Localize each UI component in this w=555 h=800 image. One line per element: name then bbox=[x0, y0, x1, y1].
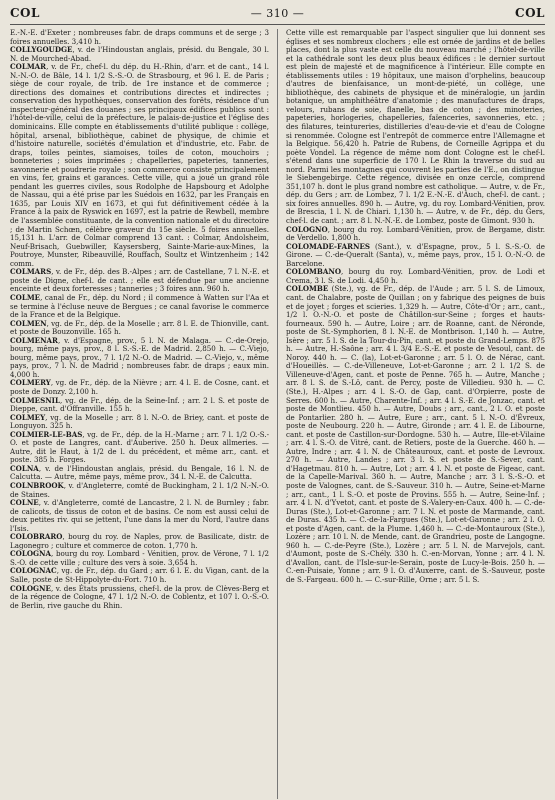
dictionary-entry bbox=[10, 533, 269, 550]
dictionary-entry bbox=[10, 499, 269, 533]
entry-text: , vg. de Fr., dép. du Gard ; arr. 6 l. E. du Vigan, cant. de la Salle, poste de St-Hippolyte-du-Fort. 710 h. bbox=[10, 566, 269, 584]
right-column bbox=[286, 29, 545, 799]
entry-text: , vg. de la Moselle ; arr. 8 l. N.-O. de Briey, cant. et poste de Longuyon. 325 h. bbox=[10, 412, 269, 431]
entry-text: (Ste.), vg. de Fr., dép. de l'Aude ; arr. 5 l. S. de Limoux, cant. de Chalabre, poste de Quillan ; on y fabrique des peignes de buis et de joyet ; forges et scieries. 1,329 h. — Autre, Côte-d'Or ; arr., cant., 1/2 l. O.-N.-O. et poste de Châtillon-sur-Seine ; forges et hauts-fourneaux. 590 h. — Autre, Loire ; arr. de Roanne, cant. de Néronde, poste de St.-Symphorien, 8 l. N.-E. de Montbrison. 1,140 h. — Autre, Isère ; arr. 5 l. S. de la Tour-du-Pin, cant. et poste du Grand-Lemps. 875 h. — Autre, H.-Saône ; arr. 4 l. 3/4 E.-S.-E. et poste de Vesoul, cant. de Noroy. 440 h. — C. (la), Lot-et-Garonne ; arr. 5 l. O. de Nérac, cant. d'Houeillès. — C.-de-Villeneuve, Lot-et-Garonne ; arr. 2 l. 1/2 S. de Villeneuve-d'Agen, cant. et poste de Penne. 765 h. — Autre, Manche ; arr. 8 l. S. de S.-Lô, cant. de Percy, poste de Villedieu. 930 h. — C. (Ste.), H.-Alpes ; arr. 4 l. S.-O. de Gap, cant. d'Orpierre, poste de Serres. 600 h. — Autre, Charente-Inf. ; arr. 4 l. S.-E. de Jonzac, cant. et poste de Montlieu. 450 h. — Autre, Doubs ; arr., cant., 2 l. O. et poste de Pontarlier. 280 h. — Autre, Eure ; arr., cant. 5 l. N.-O. d'Évreux, poste de Neubourg. 220 h. — Autre, Gironde ; arr. 4 l. E. de Libourne, cant. et poste de Castillon-sur-Dordogne. 530 h. — Autre, Ille-et-Vilaine ; arr. 4 l. S.-O. de Vitré, cant. de Retiers, poste de la Guerche. 460 h. — Autre, Indre ; arr. 4 l. N. de Châteauroux, cant. et poste de Levroux. 270 h. — Autre, Landes ; arr. 3 l. S. et poste de S.-Sever, cant. d'Hagetmau. 810 h. — Autre, Lot ; arr. 4 l. N. et poste de Figeac, cant. de la Capelle-Marival. 360 h. — Autre, Manche ; arr. 3 l. S.-S.-O. et poste de Valognes, cant. de S.-Sauveur. 310 h. — Autre, Seine-et-Marne ; arr., cant., 1 l. S.-O. et poste de Provins. 555 h. — Autre, Seine-Inf. ; arr. 4 l. N. d'Yvetot, cant. et poste de S.-Valery-en-Caux. 400 h. — C.-de-Duras (Ste.), Lot-et-Garonne ; arr. 7 l. N. et poste de Marmande, cant. de Duras. 435 h. — C.-de-la-Fargues (Ste.), Lot-et-Garonne ; arr. 2 l. O. et poste d'Agen, cant. de la Plume. 1,460 h. — C.-de-Montauroux (Ste.), Lozère ; arr. 10 l. N. de Mende, cant. de Grandrieu, poste de Langogne. 960 h. — C.-de-Peyre (Ste.), Lozère ; arr. 5 l. N. de Marvejols, cant. d'Aumont, poste de S.-Chély. 330 h. C.-en-Morvan, Yonne ; arr. 4 l. N. d'Avallon, cant. de l'Isle-sur-le-Serain, poste de Lucy-le-Bois. 250 h. — C.-en-Puisaie, Yonne ; arr. 9 l. O. d'Auxerre, cant. de S.-Sauveur, poste de S.-Fargeau. 600 h. — C.-sur-Rille, Orne ; arr. 5 l. S. bbox=[286, 284, 545, 584]
dictionary-entry bbox=[10, 320, 269, 337]
entry-headword: COLOGNAC bbox=[10, 566, 57, 576]
entry-headword: COLOMADE-FARNES bbox=[286, 241, 371, 251]
header-right-word: COL bbox=[515, 6, 545, 20]
dictionary-entry bbox=[10, 414, 269, 431]
dictionary-entry bbox=[10, 465, 269, 482]
dictionary-entry bbox=[10, 585, 269, 611]
entry-headword: COLOMBE bbox=[286, 284, 329, 294]
entry-text: E.-N.-E. d'Exeter ; nombreuses fabr. de draps communs et de serge ; 3 foires annuelles. 3,410 h. bbox=[10, 29, 269, 46]
entry-text: , v. des États prussiens, chef-l. de la prov. de Clèves-Berg et de la régence de Cologne, 47 l. 1/2 N.-O. de Coblentz, et 107 l. O.-S.-O. de Berlin, rive gauche du Rhin. bbox=[10, 583, 269, 610]
entry-text: , bourg du roy. de Naples, prov. de Basilicate, distr. de Lagonegro ; culture et commerce de coton. 1,770 h. bbox=[10, 532, 269, 550]
dictionary-entry bbox=[286, 226, 545, 243]
entry-headword: COLMIER-LE-BAS bbox=[10, 429, 83, 439]
entry-headword: COLOMBANO bbox=[286, 267, 342, 277]
entry-text: , bourg du roy. Lombard - Vénitien, prov. de Vérone, 7 l. 1/2 S.-O. de cette ville ; culture des vers à soie. 3,654 h. bbox=[10, 549, 269, 567]
entry-text: , vg. de Fr., dép. de la Nièvre ; arr. 4 l. E. de Cosne, cant. et poste de Donzy. 2,100 h. bbox=[10, 378, 269, 396]
entry-headword: COLOGNA bbox=[10, 549, 52, 559]
entry-headword: COLMARS bbox=[10, 267, 52, 277]
entry-headword: COLMEY bbox=[10, 412, 46, 422]
dictionary-entry bbox=[10, 46, 269, 63]
dictionary-entry bbox=[286, 268, 545, 285]
entry-headword: COLOBRARO bbox=[10, 532, 63, 542]
entry-headword: COLNA bbox=[10, 463, 39, 473]
entry-headword: COLOGNO bbox=[286, 224, 328, 234]
entry-text: , v. d'Espagne, prov., 5 l. N. de Malaga. — C.-de-Orejo, bourg, même pays, prov., 8 l. S.-S.-E. de Madrid. 2,850 h. — C.-Viejo, bourg, même pays, prov., 7 l. 1/2 N.-O. de Madrid. — C.-Viejo, v., même pays, prov., 7 l. N. de Madrid ; nombreuses fabr. de draps ; eaux min. 4,000 h. bbox=[10, 335, 269, 379]
dictionary-entry bbox=[10, 550, 269, 567]
entry-text: (Sant.), v. d'Espagne, prov., 5 l. S.-S.-O. de Girone. — C.-de-Queralt (Santa), v., même pays, prov., 15 l. O.-N.-O. de Barcelone. bbox=[286, 241, 545, 268]
entry-text: , v. de l'Hindoustan anglais, présid. du Bengale, 30 l. N. de Mourched-Abad. bbox=[10, 45, 269, 63]
entry-text: , vg. de Fr., dép. de la H.-Marne ; arr. 7 l. 1/2 O.-S.-O. et poste de Langres, cant. d'Auberive. 250 h. Deux allmeries. — Autre, dit le Haut, à 1/2 de l. du précédent, et même arr., cant. et poste. 385 h. Forges. bbox=[10, 429, 269, 465]
entry-text: Cette ville est remarquable par l'aspect singulier que lui donnent ses églises et ses nombreux clochers ; elle est ornée de jardins et de belles places, dont la plus vaste est celle du nouveau marché ; l'hôtel-de-ville et la cathédrale sont les deux plus beaux édifices : le dernier surtout est plein de majesté et de magnificence à l'intérieur. Elle compte en établissements utiles : 19 hôpitaux, une maison d'orphelins, beaucoup d'autres de bienfaisance, un mont-de-piété, un collège, une bibliothèque, des cabinets de physique et de minéralogie, un jardin botanique, un amphithéâtre d'anatomie ; des manufactures de draps, velours, rubans de soie, flanelle, bas de coton ; des minoteries, papeteries, horlogeries, chapelleries, faïenceries, savonneries, etc. ; des filatures, teintureries, distilleries d'eau-de-vie et d'eau de Cologne si renommée. Cologne est l'entrepôt de commerce entre l'Allemagne et la Belgique. 56,420 h. Patrie de Rubens, de Corneille Agrippa et du poète Vondel. La régence de même nom dont Cologne est le chef-l. s'étend dans une superficie de 170 l. Le Rhin la traverse du sud au nord. Parmi les montagnes qui couvrent les parties de l'E., on distingue le Siebengebirge. Cette régence, divisée en onze cercle, comprend 351,107 h. dont le plus grand nombre est catholique. — Autre, v. de Fr., dép. du Gers ; arr. de Lombez, 7 l. 1/2 E.-N.-E. d'Auch, chef-l. de cant. ; six foires annuelles. 890 h. — Autre, vg. du roy. Lombard-Vénitien, prov. de Brescia, 1 l. N. de Chiari. 1,130 h. — Autre, v. de Fr., dép. du Gers, chef-l. de cant. ; arr. 8 l. N.-N.-E. de Lombez, poste de Gimont. 930 h. bbox=[286, 29, 545, 226]
header-left-word: COL bbox=[10, 6, 40, 20]
dictionary-entry bbox=[10, 397, 269, 414]
entry-headword: COLMEN bbox=[10, 318, 47, 328]
dictionary-entry bbox=[10, 567, 269, 584]
entry-headword: COLLYGOUDGE bbox=[10, 45, 73, 55]
dictionary-entry bbox=[10, 29, 269, 46]
entry-text: , v. d'Angleterre, comté de Buckingham, 2 l. 1/2 N.-N.-O. de Staines. bbox=[10, 480, 269, 499]
dictionary-entry bbox=[10, 337, 269, 380]
dictionary-entry bbox=[10, 379, 269, 396]
entry-text: , v. de Fr., dép. des B.-Alpes ; arr. de Castellane, 7 l. N.-E. et poste de Digne, chef-l. de cant. ; elle est défendue par une ancienne enceinte et deux forteresses ; tanneries ; 3 foires ann. 960 h. bbox=[10, 267, 269, 294]
dictionary-entry bbox=[286, 29, 545, 226]
dictionary-entry bbox=[10, 268, 269, 294]
dictionary-entry bbox=[10, 431, 269, 465]
entry-text: , vg. de Fr., dép. de la Moselle ; arr. 8 l. E. de Thionville, cant. et poste de Bouzonville. 165 h. bbox=[10, 318, 269, 337]
page-number: — 310 — bbox=[250, 7, 305, 20]
entry-headword: COLMESNIL bbox=[10, 395, 60, 405]
dictionary-entry bbox=[286, 243, 545, 269]
entry-headword: COLNBROOK bbox=[10, 480, 64, 490]
left-column bbox=[10, 29, 269, 799]
entry-text: , canal de Fr., dép. du Nord ; il commence à Watten sur l'Aa et se termine à l'écluse neuve de Bergues ; ce canal favorise le commerce de la France et de la Belgique. bbox=[10, 292, 269, 320]
entry-text: , bourg du roy. Lombard-Vénitien, prov. de Bergame, distr. de Verdello. 1,800 h. bbox=[286, 224, 545, 243]
entry-text: , v. de l'Hindoustan anglais, présid. du Bengale, 16 l. N. de Calcutta. — Autre, même pays, même prov., 34 l. N.-E. de Calcutta. bbox=[10, 463, 269, 482]
entry-headword: COLNE bbox=[10, 498, 39, 508]
dictionary-entry bbox=[286, 285, 545, 584]
page-header bbox=[10, 6, 545, 25]
entry-headword: COLMENAR bbox=[10, 335, 58, 345]
dictionary-entry bbox=[10, 482, 269, 499]
dictionary-entry bbox=[10, 294, 269, 320]
dictionary-entry bbox=[10, 63, 269, 268]
entry-text: , vg. de Fr., dép. de la Seine-Inf. ; arr. 2 l. S. et poste de Dieppe, cant. d'Offranville. 155 h. bbox=[10, 395, 269, 414]
entry-text: , v. d'Angleterre, comté de Lancastre, 2 l. N. de Burnley ; fabr. de calicots, de tissus de coton et de basins. Ce nom est aussi celui de deux petites riv. qui se jettent, l'une dans la mer du Nord, l'autre dans l'Isis. bbox=[10, 498, 269, 533]
entry-headword: COLMERY bbox=[10, 378, 51, 388]
text-columns bbox=[10, 29, 545, 799]
entry-headword: COLME bbox=[10, 292, 41, 302]
entry-text: , v. de Fr., chef-l. du dép. du H.-Rhin, d'arr. et de cant., 14 l. N.-N.-O. de Bâle, 14 l. 1/2 S.-S.-O. de Strasbourg, et 96 l. E. de Paris ; siège de cour royale, de trib. de 1re instance et de commerce ; directions des domaines et contributions directes et indirectes ; conservation des hypothèques, conservation des forêts, résidence d'un inspecteur-général des douanes ; ses principaux édifices publics sont : l'hôtel-de-ville, celui de la préfecture, le palais-de-justice et l'église des dominicains. Elle compte en établissements d'utilité publique : collège, hôpital, arsenal, bibliothèque, cabinet de physique, de chimie et d'histoire naturelle, sociétés d'émulation et d'industrie, etc. Fabr. de draps, toiles peintes, siamoises, toiles de coton, mouchoirs ; bonneteries ; soies imprimées ; chapelleries, papeteries, tanneries, savonnerie et poudrerie royale ; son commerce consiste principalement en vins, fer, grains et garances. Cette ville, qui a joué un grand rôle pendant les guerres civiles, sous Rodolphe de Hapsbourg et Adolphe de Nassau, qui a été prise par les Suédois en 1632, par les Français en 1635, par Louis XIV en 1673, et qui fut définitivement cédée à la France à la paix de Ryswick en 1697, est la patrie de Rewbell, membre de l'assemblée constituante, de la convention nationale et du directoire ; de Martin Schœn, célèbre graveur du 15e siècle. 5 foires annuelles. 15,131 h. L'arr. de Colmar comprend 13 cant. : Colmar, Andolsheim, Neuf-Brisach, Guebwiller, Kaysersberg, Sainte-Marie-aux-Mines, la Poutroye, Munster, Ribeauvillé, Rouffach, Soultz et Wintzenheim ; 142 comm. bbox=[10, 62, 269, 268]
entry-text: , bourg du roy. Lombard-Vénitien, prov. de Lodi et Crema, 3 l. S. de Lodi. 4,450 h. bbox=[286, 267, 545, 285]
entry-headword: COLOGNE bbox=[10, 583, 51, 593]
entry-headword: COLMAR bbox=[10, 62, 47, 72]
column-divider bbox=[277, 29, 278, 799]
